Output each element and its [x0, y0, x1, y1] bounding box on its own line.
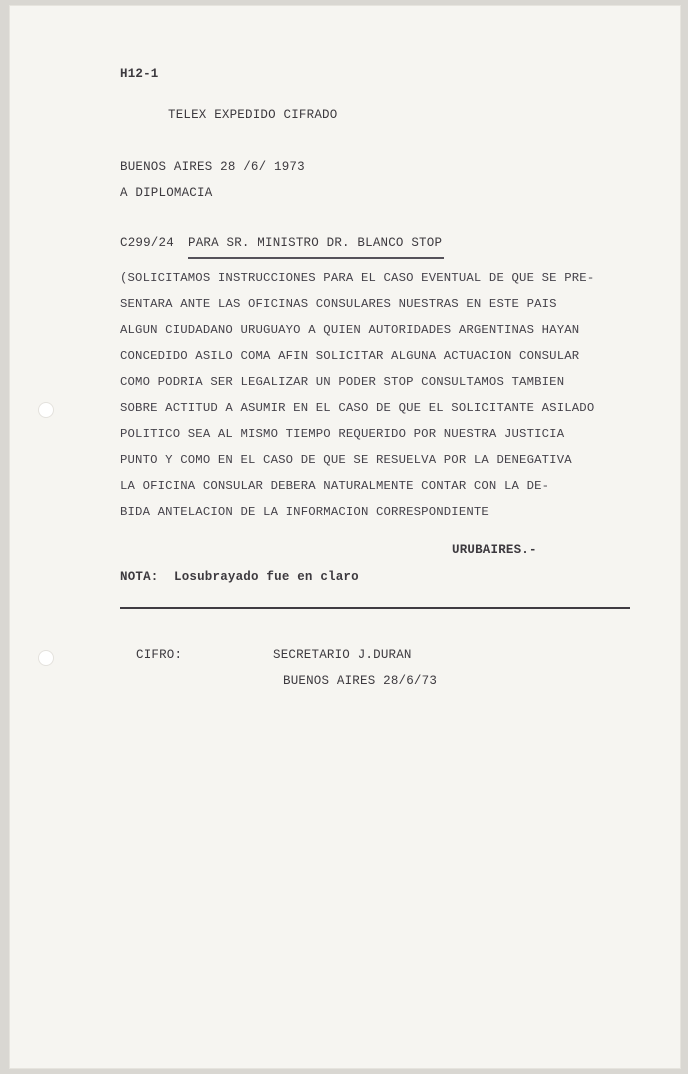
body-line: POLITICO SEA AL MISMO TIEMPO REQUERIDO POR NUESTRA JUSTICIA [120, 427, 565, 441]
body-line: COMO PODRIA SER LEGALIZAR UN PODER STOP CONSULTAMOS TAMBIEN [120, 375, 565, 389]
document-reference: H12-1 [120, 67, 159, 81]
punch-hole [38, 402, 54, 418]
document-page [10, 6, 680, 1068]
recipient: A DIPLOMACIA [120, 186, 213, 200]
body-line: PUNTO Y COMO EN EL CASO DE QUE SE RESUELVA POR LA DENEGATIVA [120, 453, 572, 467]
subject-text: PARA SR. MINISTRO DR. BLANCO STOP [188, 236, 443, 250]
footer-place-date: BUENOS AIRES 28/6/73 [283, 674, 438, 688]
body-line: LA OFICINA CONSULAR DEBERA NATURALMENTE CONTAR CON LA DE- [120, 479, 550, 493]
body-line: BIDA ANTELACION DE LA INFORMACION CORRESPONDIENTE [120, 505, 489, 519]
subject-underline [188, 257, 444, 259]
cifro-label: CIFRO: [136, 648, 183, 662]
body-line: (SOLICITAMOS INSTRUCCIONES PARA EL CASO EVENTUAL DE QUE SE PRE- [120, 271, 595, 285]
body-line: SENTARA ANTE LAS OFICINAS CONSULARES NUESTRAS EN ESTE PAIS [120, 297, 557, 311]
subject-code: C299/24 [120, 236, 174, 250]
punch-hole [38, 650, 54, 666]
body-line: ALGUN CIUDADANO URUGUAYO A QUIEN AUTORIDADES ARGENTINAS HAYAN [120, 323, 580, 337]
telex-type-heading: TELEX EXPEDIDO CIFRADO [168, 108, 338, 122]
separator-rule [120, 607, 630, 609]
body-line: CONCEDIDO ASILO COMA AFIN SOLICITAR ALGUNA ACTUACION CONSULAR [120, 349, 580, 363]
origin-place-date: BUENOS AIRES 28 /6/ 1973 [120, 160, 305, 174]
body-line: SOBRE ACTITUD A ASUMIR EN EL CASO DE QUE EL SOLICITANTE ASILADO [120, 401, 595, 415]
signoff: URUBAIRES.- [452, 543, 537, 557]
note-text: Losubrayado fue en claro [174, 570, 359, 584]
note-label: NOTA: [120, 570, 159, 584]
secretary-name: SECRETARIO J.DURAN [273, 648, 412, 662]
